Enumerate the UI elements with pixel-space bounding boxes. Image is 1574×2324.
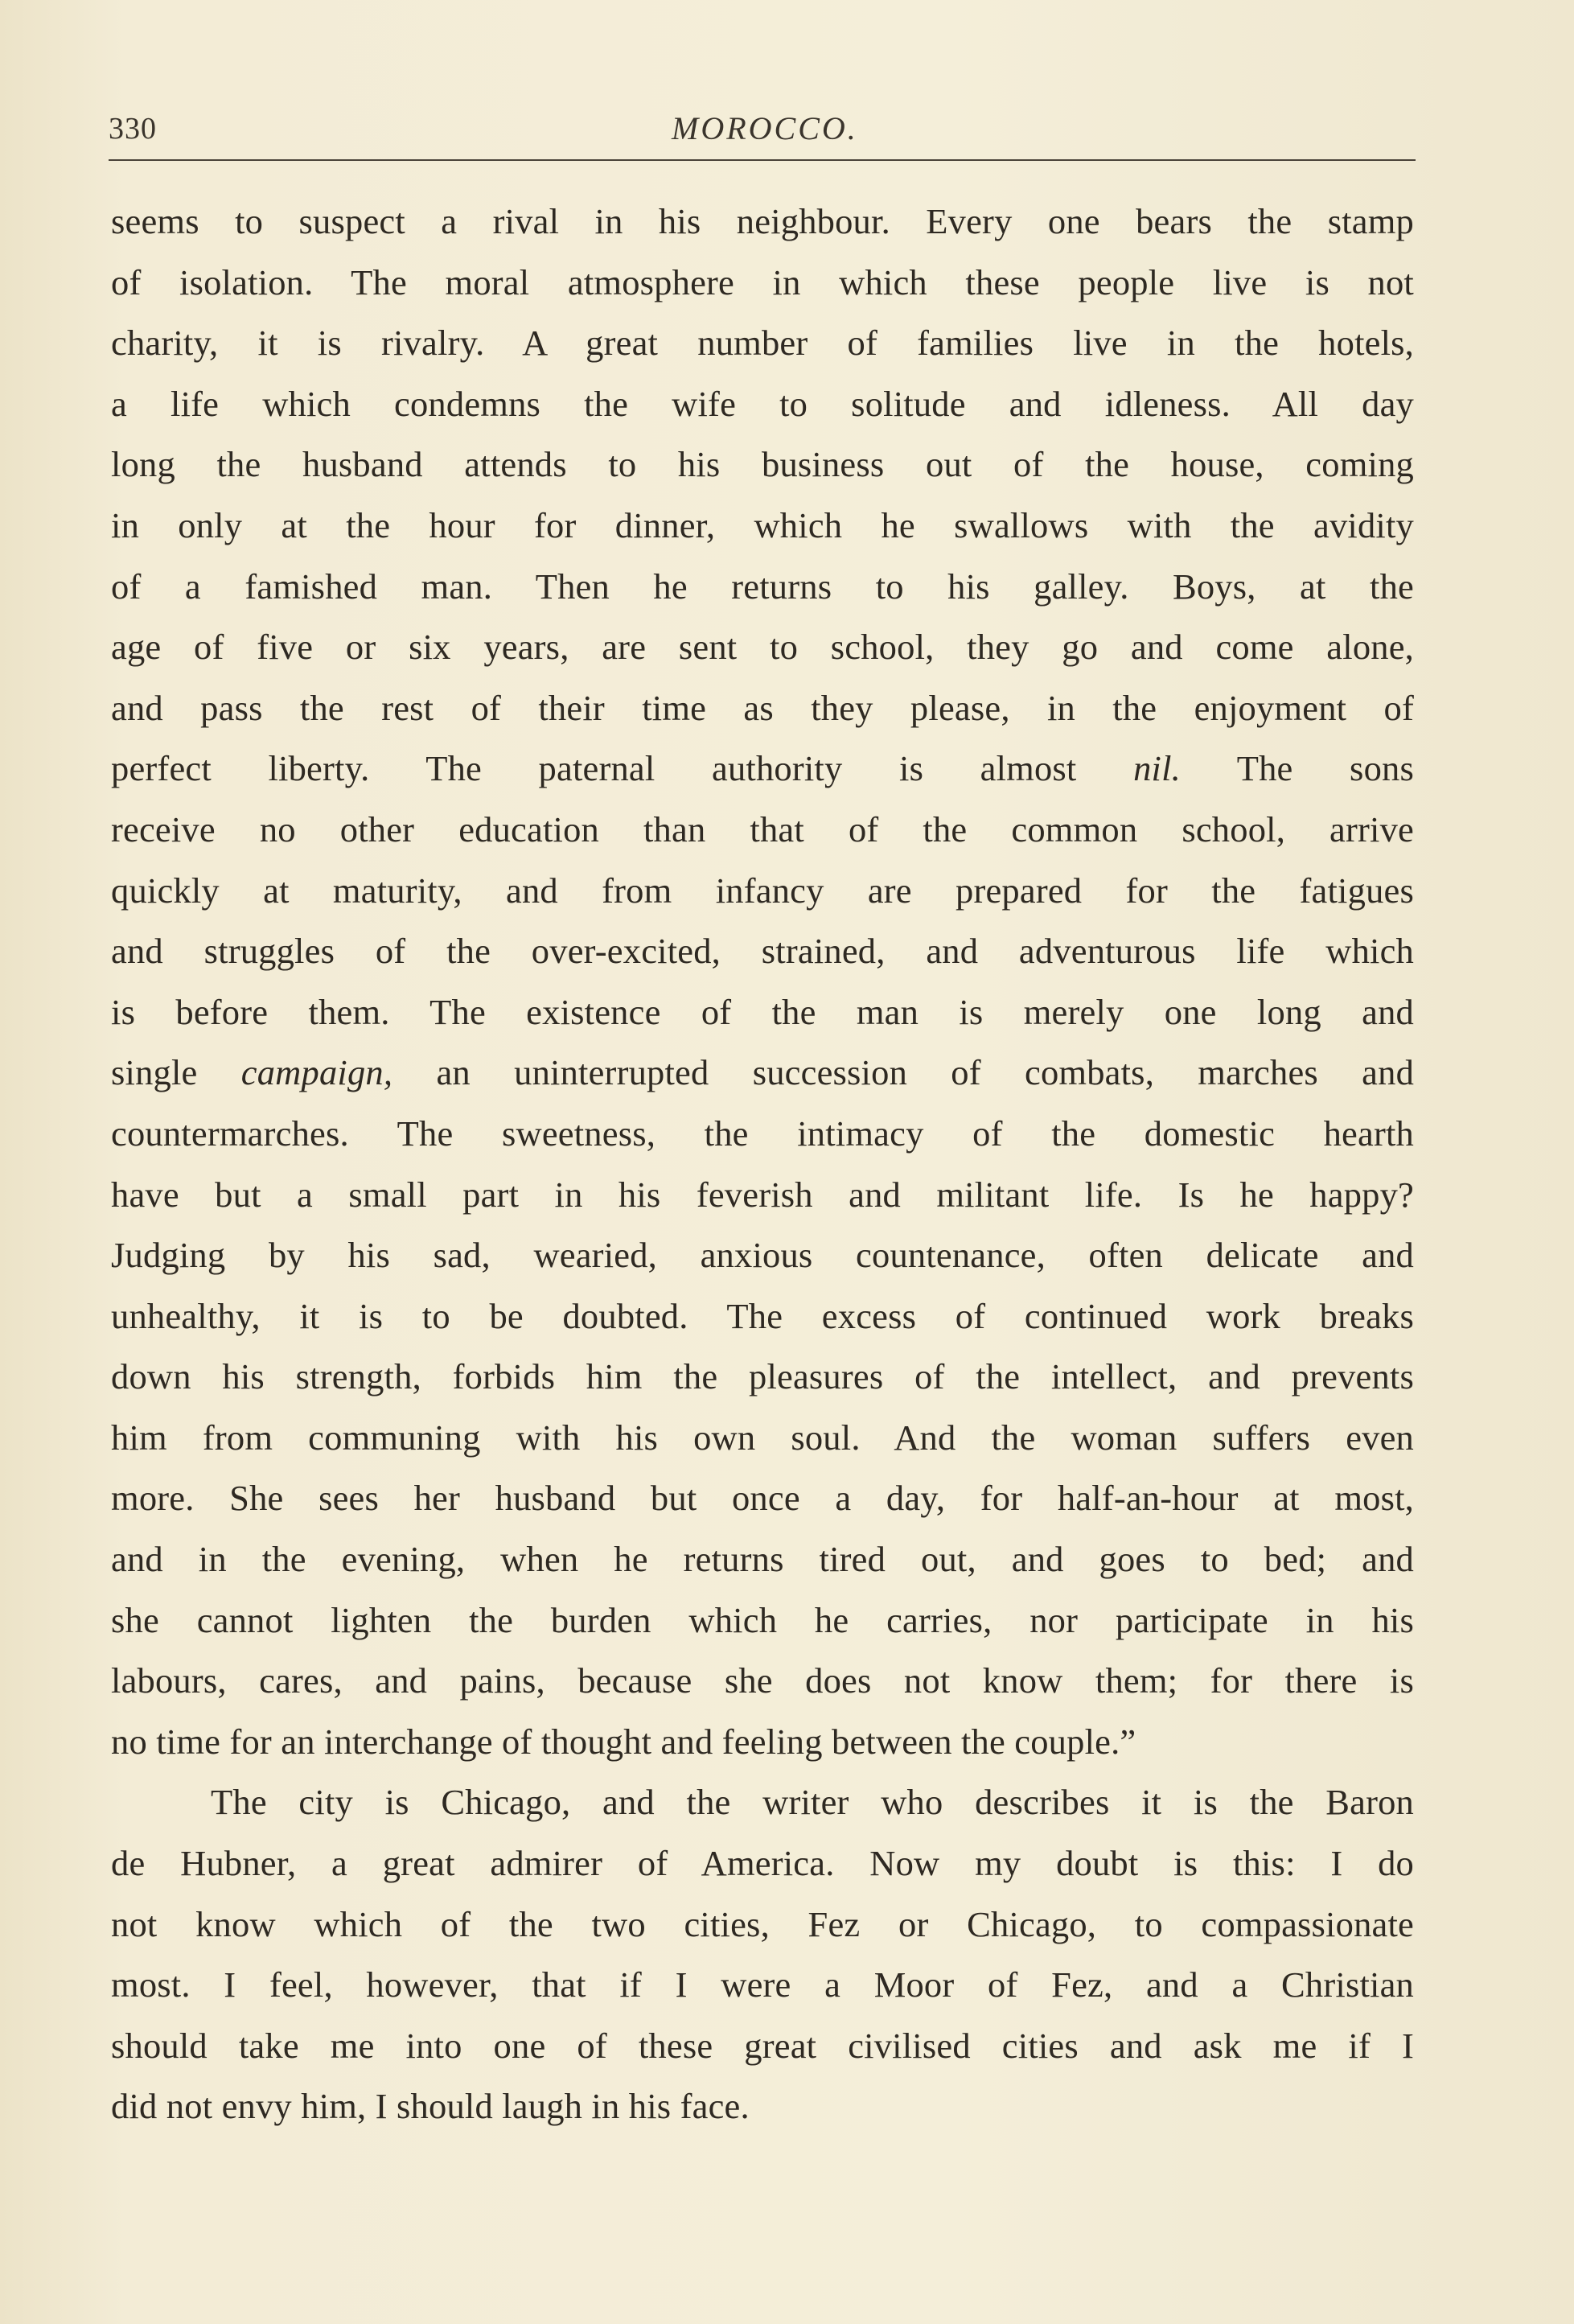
text-line: should take me into one of these great civilised cities and ask me if I	[111, 2025, 1414, 2066]
text-line: did not envy him, I should laugh in his face.	[111, 2086, 750, 2127]
header-rule	[109, 159, 1416, 161]
text-line: she cannot lighten the burden which he carries, nor participate in his	[111, 1599, 1414, 1640]
text-line: down his strength, forbids him the pleasures of the intellect, and prevents	[111, 1356, 1414, 1397]
text-line: no time for an interchange of thought and feeling between the couple.”	[111, 1721, 1136, 1762]
italic-word: campaign,	[240, 1052, 393, 1093]
text-line-with-italic	[111, 738, 1414, 800]
text-line: charity, it is rivalry. A great number of families live in the hotels,	[111, 323, 1414, 364]
italic-word: nil.	[1133, 748, 1181, 789]
text-line: labours, cares, and pains, because she does not know them; for there is	[111, 1660, 1414, 1701]
text-line: Judging by his sad, wearied, anxious countenance, often delicate and	[111, 1235, 1414, 1276]
running-title: MOROCCO.	[672, 110, 858, 146]
text-segment: perfect liberty. The paternal authority is almost	[111, 748, 1077, 789]
text-line-with-italic	[111, 1043, 1414, 1104]
text-line: unhealthy, it is to be doubted. The excess of continued work breaks	[111, 1295, 1414, 1336]
text-line: him from communing with his own soul. And the woman suffers even	[111, 1417, 1414, 1458]
body-text	[111, 191, 1414, 2137]
text-line: and struggles of the over-excited, strained, and adventurous life which	[111, 931, 1414, 972]
text-line-paragraph-start: The city is Chicago, and the writer who describes it is the Baron	[211, 1782, 1414, 1823]
text-line: have but a small part in his feverish and militant life. Is he happy?	[111, 1174, 1414, 1215]
text-line: in only at the hour for dinner, which he swallows with the avidity	[111, 504, 1414, 545]
text-line: is before them. The existence of the man is merely one long and	[111, 991, 1414, 1032]
text-line: quickly at maturity, and from infancy are prepared for the fatigues	[111, 870, 1414, 911]
text-line: of a famished man. Then he returns to his galley. Boys, at the	[111, 566, 1414, 607]
text-line: and pass the rest of their time as they please, in the enjoyment of	[111, 687, 1414, 728]
text-line: not know which of the two cities, Fez or Chicago, to compassionate	[111, 1903, 1414, 1944]
text-line: long the husband attends to his business out of the house, coming	[111, 444, 1414, 485]
page-number: 330	[109, 112, 157, 146]
text-line: a life which condemns the wife to solitude and idleness. All day	[111, 383, 1414, 424]
text-line: age of five or six years, are sent to school, they go and come alone,	[111, 627, 1414, 668]
text-line: seems to suspect a rival in his neighbour. Every one bears the stamp	[111, 201, 1414, 241]
page-header	[109, 103, 1416, 151]
text-line: of isolation. The moral atmosphere in which these people live is not	[111, 261, 1414, 302]
text-line: and in the evening, when he returns tired out, and goes to bed; and	[111, 1539, 1414, 1580]
text-line: receive no other education than that of the common school, arrive	[111, 808, 1414, 849]
text-segment: an uninterrupted succession of combats, marches and	[436, 1052, 1415, 1093]
text-line: more. She sees her husband but once a day, for half-an-hour at most,	[111, 1478, 1414, 1519]
text-segment: The sons	[1236, 748, 1414, 789]
text-line: most. I feel, however, that if I were a Moor of Fez, and a Christian	[111, 1964, 1414, 2005]
text-line: countermarches. The sweetness, the intimacy of the domestic hearth	[111, 1113, 1414, 1154]
text-line: de Hubner, a great admirer of America. Now my doubt is this: I do	[111, 1843, 1414, 1884]
text-segment: single	[111, 1052, 198, 1093]
